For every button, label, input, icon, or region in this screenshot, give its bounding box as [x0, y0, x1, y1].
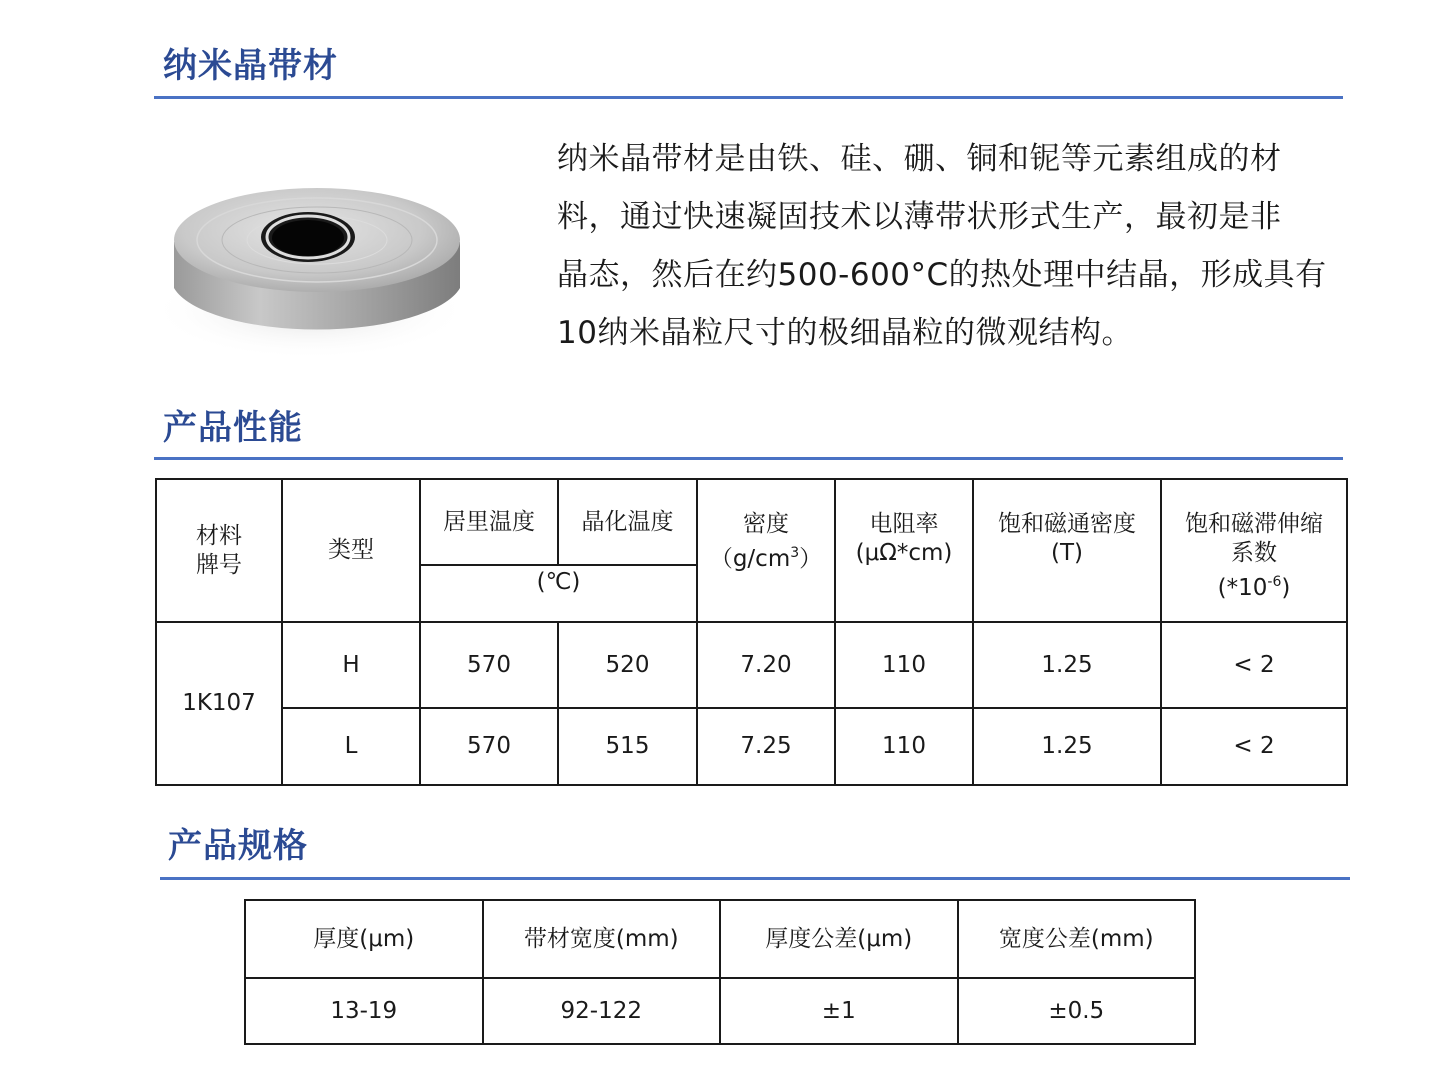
- magnetostriction-cell: < 2: [1161, 622, 1347, 708]
- density-cell: 7.20: [697, 622, 835, 708]
- unit-text: (*10: [1217, 575, 1268, 601]
- intro-line: 10纳米晶粒尺寸的极细晶粒的微观结构。: [557, 315, 1133, 351]
- unit-sup: -6: [1267, 574, 1282, 590]
- magnetostriction-cell: < 2: [1161, 708, 1347, 785]
- header-magneto-line: 系数: [1231, 540, 1277, 566]
- curie-cell: 570: [420, 622, 558, 708]
- intro-line: 料，通过快速凝固技术以薄带状形式生产，最初是非: [557, 199, 1282, 235]
- thickness-tolerance-cell: ±1: [720, 978, 958, 1044]
- header-type: 类型: [282, 479, 420, 622]
- header-grade: [156, 479, 282, 622]
- type-cell: L: [282, 708, 420, 785]
- thickness-cell: 13-19: [245, 978, 483, 1044]
- crystal-cell: 515: [558, 708, 697, 785]
- header-thickness: 厚度(μm): [245, 900, 483, 978]
- unit-text: ): [1281, 575, 1291, 601]
- header-magneto-line: 饱和磁滞伸缩: [1185, 511, 1323, 537]
- header-magneto-unit: [1162, 568, 1346, 603]
- resistivity-cell: 110: [835, 708, 973, 785]
- header-row: [156, 479, 1347, 565]
- flux-cell: 1.25: [973, 708, 1161, 785]
- header-density: [697, 479, 835, 622]
- intro-paragraph: [557, 130, 1337, 362]
- unit-text: （g/cm: [709, 546, 791, 572]
- density-cell: 7.25: [697, 708, 835, 785]
- header-thickness-tolerance: 厚度公差(μm): [720, 900, 958, 978]
- resistivity-cell: 110: [835, 622, 973, 708]
- header-temp-unit: (℃): [420, 565, 697, 622]
- performance-table: [155, 478, 1348, 786]
- header-resistivity: [835, 479, 973, 622]
- unit-text: ）: [799, 546, 823, 572]
- header-row: [245, 900, 1195, 978]
- section-divider: [160, 877, 1350, 880]
- grade-cell: 1K107: [156, 622, 282, 785]
- header-density-unit: [698, 539, 834, 574]
- header-grade-line: 牌号: [196, 551, 242, 578]
- unit-sup: 3: [790, 545, 800, 561]
- intro-line: 纳米晶带材是由铁、硅、硼、铜和铌等元素组成的材: [557, 141, 1282, 177]
- header-flux-unit: (T): [1051, 540, 1083, 566]
- header-flux: [973, 479, 1161, 622]
- header-flux-label: 饱和磁通密度: [998, 511, 1136, 537]
- curie-cell: 570: [420, 708, 558, 785]
- width-cell: 92-122: [483, 978, 721, 1044]
- table-row: [156, 622, 1347, 708]
- header-density-label: 密度: [743, 511, 789, 537]
- section-divider: [154, 96, 1343, 99]
- section-title-spec: 产品规格: [168, 826, 308, 866]
- section-title-performance: 产品性能: [163, 408, 303, 448]
- header-resistivity-unit: (μΩ*cm): [855, 540, 953, 566]
- header-magnetostriction: [1161, 479, 1347, 622]
- ribbon-coil-image: [150, 160, 470, 370]
- width-tolerance-cell: ±0.5: [958, 978, 1196, 1044]
- section-divider: [154, 457, 1343, 460]
- header-width: 带材宽度(mm): [483, 900, 721, 978]
- section-title-material: 纳米晶带材: [163, 46, 338, 86]
- header-crystal: 晶化温度: [558, 479, 697, 565]
- type-cell: H: [282, 622, 420, 708]
- crystal-cell: 520: [558, 622, 697, 708]
- spec-table: [244, 899, 1196, 1045]
- table-row: [156, 708, 1347, 785]
- intro-line: 晶态，然后在约500-600°C的热处理中结晶，形成具有: [557, 257, 1327, 293]
- flux-cell: 1.25: [973, 622, 1161, 708]
- header-grade-line: 材料: [196, 522, 242, 549]
- table-row: [245, 978, 1195, 1044]
- header-curie: 居里温度: [420, 479, 558, 565]
- header-resistivity-label: 电阻率: [869, 511, 939, 537]
- header-width-tolerance: 宽度公差(mm): [958, 900, 1196, 978]
